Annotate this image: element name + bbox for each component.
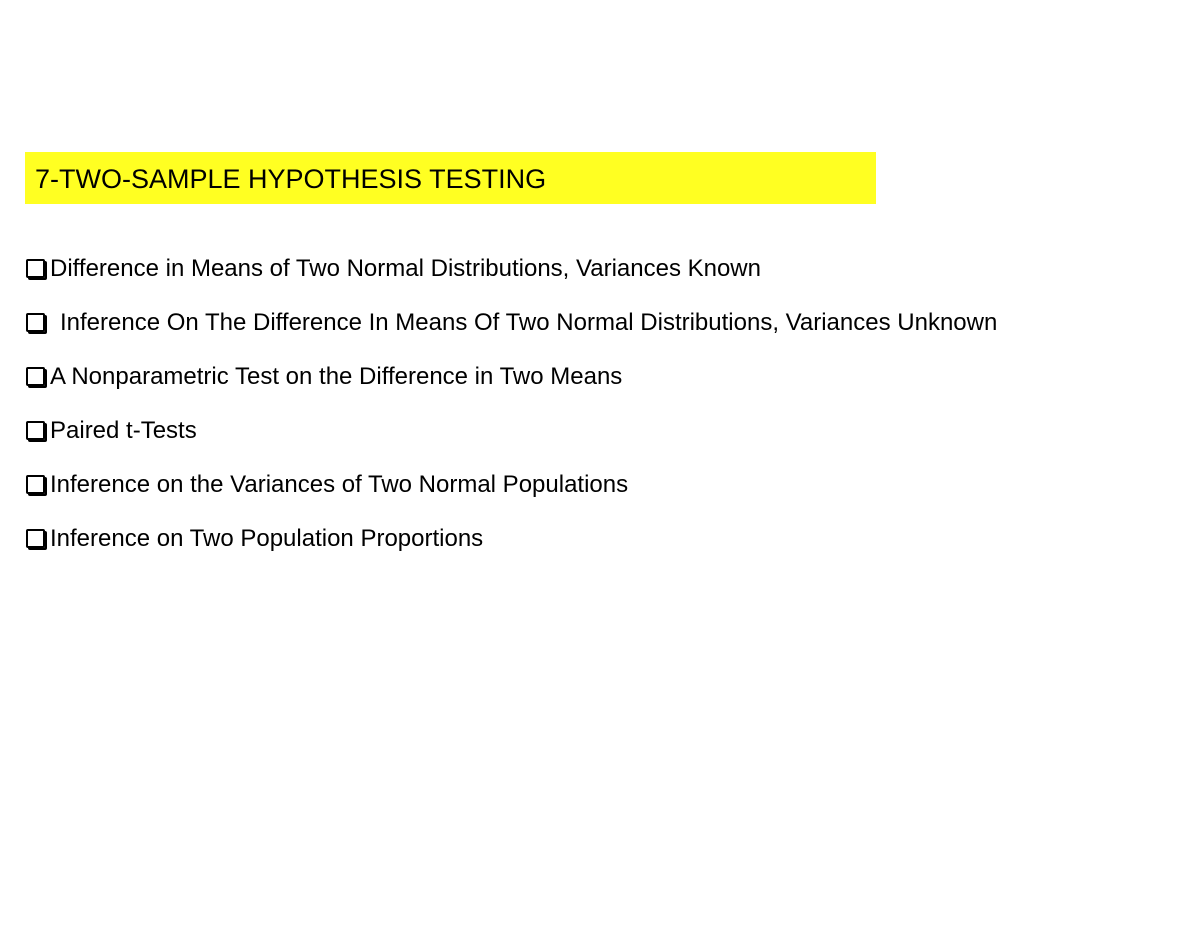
checkbox-square-icon (26, 259, 45, 278)
title-banner (25, 152, 876, 204)
list-item (26, 242, 997, 296)
list-item-text: Inference on the Variances of Two Normal Populations (50, 471, 629, 498)
checkbox-square-icon (26, 421, 45, 440)
list-item-text: Inference On The Difference In Means Of Two Normal Distributions, Variances Unknown (60, 309, 998, 336)
list-item (26, 296, 997, 350)
checkbox-square-icon (26, 529, 45, 548)
list-item (26, 350, 997, 404)
list-item-text: Inference on Two Population Proportions (50, 525, 484, 552)
list-item (26, 512, 997, 566)
list-item-text: Difference in Means of Two Normal Distributions, Variances Known (50, 255, 761, 282)
list-item-text: Paired t-Tests (50, 417, 197, 444)
slide-title: 7-TWO-SAMPLE HYPOTHESIS TESTING (35, 163, 547, 194)
list-item-text: A Nonparametric Test on the Difference in Two Means (50, 363, 623, 390)
list-item (26, 458, 997, 512)
checkbox-square-icon (26, 313, 45, 332)
checkbox-square-icon (26, 475, 45, 494)
topic-list (26, 242, 997, 566)
list-item (26, 404, 997, 458)
checkbox-square-icon (26, 367, 45, 386)
